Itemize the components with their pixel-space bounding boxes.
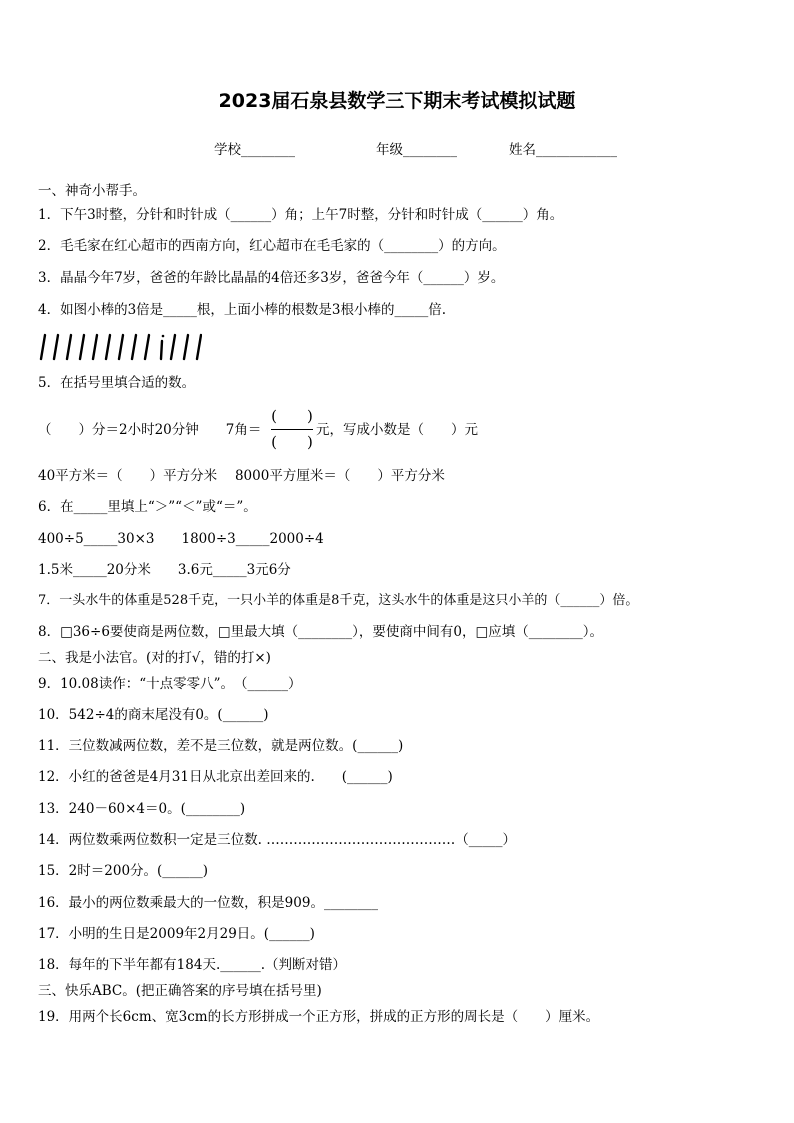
question-5-line1-rest: 元，写成小数是（ ）元	[316, 422, 478, 438]
question-3: 3．晶晶今年7岁，爸爸的年龄比晶晶的4倍还多3岁，爸爸今年（______）岁。	[38, 270, 505, 286]
question-9: 9．10.08读作：“十点零零八”。 （______）	[38, 676, 302, 692]
question-7: 7．一头水牛的体重是528千克，一只小羊的体重是8千克，这头水牛的体重是这只小羊的（______）倍。	[38, 593, 639, 608]
question-6-line2: 1.5米_____20分米 3.6元_____3元6分	[38, 562, 291, 578]
question-12: 12．小红的爸爸是4月31日从北京出差回来的. (______)	[38, 769, 393, 785]
fraction-numerator: ( )	[271, 407, 313, 425]
fraction-bar	[271, 429, 313, 430]
question-18: 18．每年的下半年都有184天.______.（判断对错）	[38, 957, 347, 973]
grade-field: 年级________	[376, 142, 457, 158]
section-3-heading: 三、快乐ABC。(把正确答案的序号填在括号里)	[38, 983, 322, 999]
question-5-line1: （ ）分＝2小时20分钟 7角＝	[38, 422, 262, 438]
question-5: 5．在括号里填合适的数。	[38, 375, 196, 391]
fraction	[269, 407, 315, 453]
question-13: 13．240－60×4＝0。(________)	[38, 801, 246, 817]
question-6-line1: 400÷5_____30×3 1800÷3_____2000÷4	[38, 531, 324, 547]
name-field: 姓名____________	[509, 142, 617, 158]
question-16: 16．最小的两位数乘最大的一位数，积是909。________	[38, 895, 378, 911]
page-title: 2023届石泉县数学三下期末考试模拟试题	[218, 90, 576, 112]
question-14: 14．两位数乘两位数积一定是三位数. ……………………………………（_____）	[38, 832, 517, 848]
question-8: 8．□36÷6要使商是两位数，□里最大填（________），要使商中间有0，□应填（________）。	[38, 624, 604, 640]
question-19: 19．用两个长6cm、宽3cm的长方形拼成一个正方形，拼成的正方形的周长是（ ）厘米。	[38, 1009, 600, 1025]
question-1: 1．下午3时整，分针和时针成（______）角；上午7时整，分针和时针成（______）角。	[38, 207, 564, 223]
question-15: 15．2时＝200分。(______)	[38, 863, 209, 879]
section-1-heading: 一、神奇小帮手。	[38, 183, 146, 199]
question-10: 10．542÷4的商末尾没有0。(______)	[38, 707, 269, 723]
question-4: 4．如图小棒的3倍是_____根，上面小棒的根数是3根小棒的_____倍.	[38, 302, 447, 318]
sticks-figure	[37, 333, 202, 361]
fraction-denominator: ( )	[271, 433, 313, 451]
question-17: 17．小明的生日是2009年2月29日。(______)	[38, 926, 315, 942]
question-2: 2．毛毛家在红心超市的西南方向，红心超市在毛毛家的（________）的方向。	[38, 238, 506, 254]
school-field: 学校________	[214, 142, 295, 158]
question-6: 6．在_____里填上“＞”“＜”或“＝”。	[38, 499, 257, 515]
question-11: 11．三位数减两位数，差不是三位数，就是两位数。(______)	[38, 738, 404, 754]
section-2-heading: 二、我是小法官。(对的打√，错的打×)	[38, 650, 271, 666]
question-5-line2: 40平方米＝（ ）平方分米 8000平方厘米＝（ ）平方分米	[38, 468, 445, 484]
